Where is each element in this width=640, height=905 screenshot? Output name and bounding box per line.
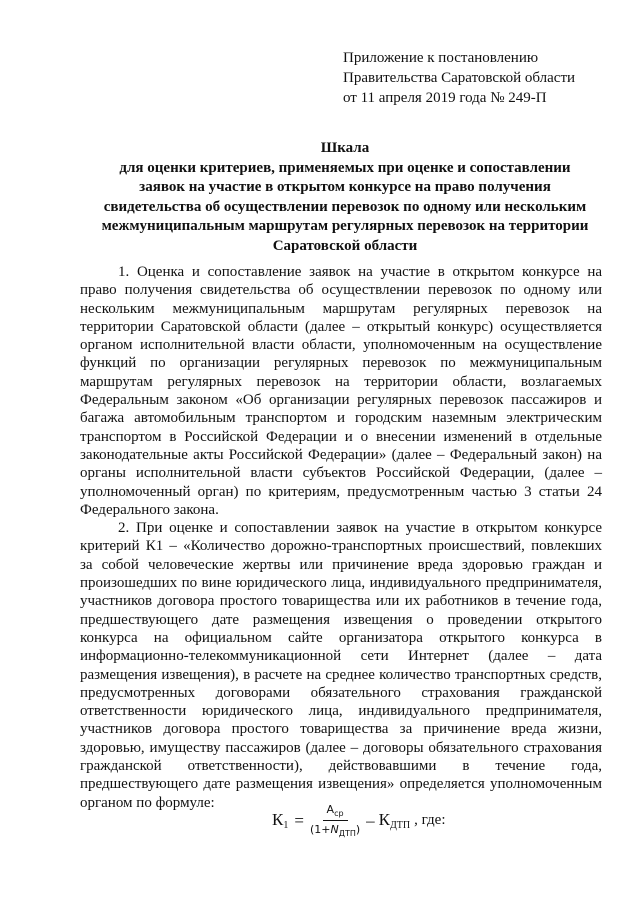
header-line: Правительства Саратовской области [343, 70, 576, 86]
formula-equals: = [294, 810, 304, 830]
document-title [80, 139, 610, 256]
formula-fraction [310, 803, 360, 838]
formula-tail: , где: [414, 812, 446, 828]
fraction-denominator: $(1+N_{ДТП})$ [309, 823, 361, 838]
approval-header [343, 48, 623, 108]
formula-lhs: $К_1$ [272, 810, 289, 831]
header-line: от 11 апреля 2019 года № 249-П [343, 90, 547, 106]
document-body [80, 263, 602, 812]
fraction-numerator: $А_{ср}$ [323, 803, 348, 821]
k1-formula [272, 803, 446, 838]
paragraph-1: 1. Оценка и сопоставление заявок на участие в открытом конкурсе на право получения свидетельства об осуществлении перевозок по одному или нескольким межмуниципальным маршрутам регулярных перевозок на территории Саратовской области (далее – открытый конкурс) осуществляется органом исполнительной власти области, уполномоченным на осуществление функций по организации регулярных перевозок по межмуниципальным маршрутам регулярных перевозок на территории области, возлагаемых Федеральным законом «Об организации регулярных перевозок пассажиров и багажа автомобильным транспортом и городским наземным электрическим транспортом в Российской Федерации и о внесении изменений в отдельные законодательные акты Российской Федерации» (далее – Федеральный закон) на органы исполнительной власти субъектов Российской Федерации, (далее – уполномоченный орган) по критериям, предусмотренным частью 3 статьи 24 Федерального закона. [80, 264, 602, 518]
formula-minus: – [366, 810, 375, 830]
header-line: Приложение к постановлению [343, 50, 539, 66]
title-line: для оценки критериев, применяемых при оценке и сопоставлении [119, 159, 571, 176]
title-line: заявок на участие в открытом конкурсе на право получения [139, 179, 551, 195]
paragraph-2: 2. При оценке и сопоставлении заявок на участие в открытом конкурсе критерий К1 – «Количество дорожно-транспортных происшествий, повлекших за собой человеческие жертвы или причинение вреда здоровью граждан и произошедших по вине юридического лица, индивидуального предпринимателя, участников договора простого товарищества или их работников в течение года, предшествующего дате размещения извещения о проведении открытого конкурса на официальном сайте организатора открытого конкурса в информационно-телекоммуникационной сети Интернет (далее – дата размещения извещения), в расчете на среднее количество транспортных средств, предусмотренных договорами обязательного страхования гражданской ответственности юридического лица, индивидуального предпринимателя, участников договора простого товарищества за причинение вреда жизни, здоровью, имуществу пассажиров (далее – договоры обязательного страхования гражданской ответственности), действовавшими в течение года, предшествующего дате размещения извещения» определяется уполномоченным органом по формуле: [80, 520, 602, 811]
title-line: Шкала [320, 140, 370, 156]
formula-term: $К_{ДТП}$ [378, 810, 411, 831]
title-line: свидетельства об осуществлении перевозок по одному или нескольким [103, 198, 587, 215]
title-line: межмуниципальным маршрутам регулярных перевозок на территории [101, 218, 589, 234]
title-line: Саратовской области [272, 237, 418, 254]
